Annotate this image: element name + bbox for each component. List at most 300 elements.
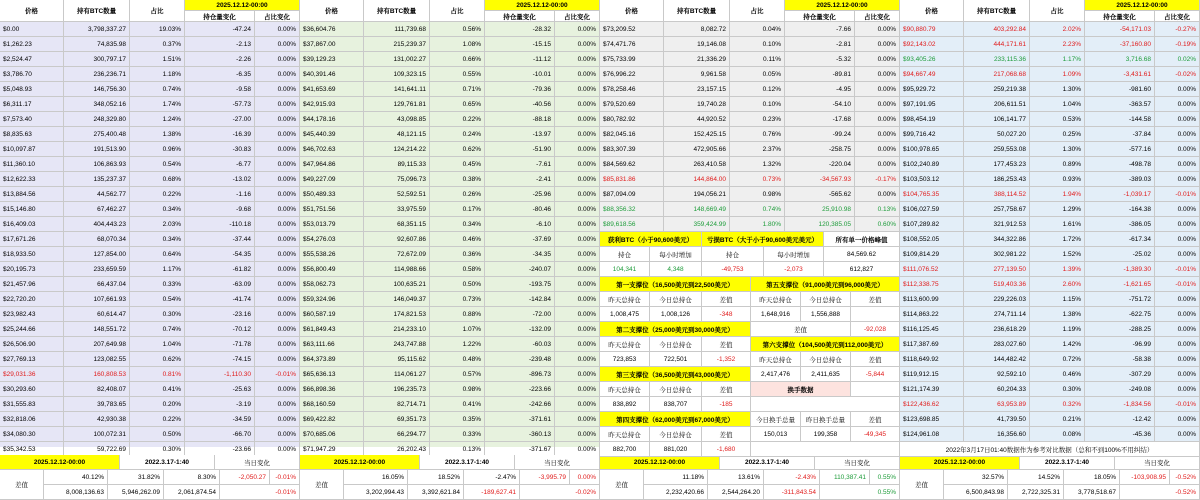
summary-s3-title[interactable]: 第三支撑位（36,500美元到43,000美元） xyxy=(600,367,751,382)
summary-today-hold[interactable]: 今日总持仓 xyxy=(650,292,702,307)
footer-pct-diff[interactable]: -2.43% xyxy=(764,470,820,485)
pct-cell[interactable]: 1.30% xyxy=(1030,142,1085,157)
pct-cell[interactable]: 0.74% xyxy=(130,82,185,97)
price-cell[interactable]: $90,880.79 xyxy=(900,22,964,37)
price-cell[interactable]: $83,307.39 xyxy=(600,142,664,157)
btc-cell[interactable]: 236,618.29 xyxy=(964,322,1030,337)
change-pct-cell[interactable]: -0.19% xyxy=(1155,37,1200,52)
btc-cell[interactable]: 92,607.86 xyxy=(364,232,430,247)
btc-cell[interactable]: 95,115.62 xyxy=(364,352,430,367)
change-pct-cell[interactable]: 0.00% xyxy=(255,412,300,427)
change-pct-cell[interactable]: 0.00% xyxy=(255,352,300,367)
pct-cell[interactable]: 1.17% xyxy=(130,262,185,277)
price-cell[interactable]: $15,146.80 xyxy=(0,202,64,217)
footer-date-reference[interactable]: 2022.3.17-1:40 xyxy=(720,455,815,470)
pct-cell[interactable]: 1.07% xyxy=(430,322,485,337)
change-qty-cell[interactable]: -577.16 xyxy=(1085,142,1155,157)
footer-daily-change[interactable]: -3,995.79 xyxy=(520,470,570,485)
btc-cell[interactable]: 196,235.73 xyxy=(364,382,430,397)
summary-prev-hold[interactable]: 昨天总持仓 xyxy=(600,382,650,397)
change-qty-cell[interactable]: -13.02 xyxy=(185,172,255,187)
price-cell[interactable]: $58,062.73 xyxy=(300,277,364,292)
change-pct-cell[interactable]: 0.00% xyxy=(255,322,300,337)
btc-cell[interactable]: 16,356.60 xyxy=(964,427,1030,442)
price-cell[interactable]: $1,262.23 xyxy=(0,37,64,52)
btc-cell[interactable]: 283,027.60 xyxy=(964,337,1030,352)
btc-cell[interactable]: 144,482.42 xyxy=(964,352,1030,367)
change-qty-cell[interactable]: -307.29 xyxy=(1085,367,1155,382)
footer-daily-change-title[interactable]: 当日变化 xyxy=(215,455,300,470)
btc-cell[interactable]: 106,863.93 xyxy=(64,157,130,172)
change-qty-cell[interactable]: -37.44 xyxy=(185,232,255,247)
pct-cell[interactable]: 1.94% xyxy=(1030,187,1085,202)
change-qty-cell[interactable]: -34.59 xyxy=(185,412,255,427)
price-cell[interactable]: $116,125.45 xyxy=(900,322,964,337)
change-pct-cell[interactable]: 0.00% xyxy=(855,52,900,67)
btc-cell[interactable]: 50,027.20 xyxy=(964,127,1030,142)
price-cell[interactable]: $46,702.63 xyxy=(300,142,364,157)
pct-cell[interactable]: 0.81% xyxy=(130,367,185,382)
summary-swap-v1[interactable]: 150,013 xyxy=(751,427,801,442)
btc-cell[interactable]: 148,669.49 xyxy=(664,202,730,217)
btc-cell[interactable]: 160,808.53 xyxy=(64,367,130,382)
btc-cell[interactable]: 300,797.17 xyxy=(64,52,130,67)
btc-cell[interactable]: 243,747.88 xyxy=(364,337,430,352)
change-pct-cell[interactable]: 0.00% xyxy=(855,112,900,127)
footer-btc-reference[interactable]: 2,544,264.20 xyxy=(708,485,764,500)
pct-cell[interactable]: 0.17% xyxy=(430,202,485,217)
col-btc-header[interactable]: 持有BTC数量 xyxy=(64,0,130,22)
price-cell[interactable]: $71,947.29 xyxy=(300,442,364,457)
summary-swap-v2[interactable]: 199,358 xyxy=(801,427,851,442)
col-change-qty-header[interactable]: 持仓量变化 xyxy=(1085,11,1155,22)
btc-cell[interactable]: 519,403.36 xyxy=(964,277,1030,292)
summary-today-hold[interactable]: 今日总持仓 xyxy=(650,337,702,352)
price-cell[interactable]: $27,769.13 xyxy=(0,352,64,367)
change-pct-cell[interactable]: 0.00% xyxy=(1155,82,1200,97)
change-pct-cell[interactable]: -0.01% xyxy=(1155,277,1200,292)
pct-cell[interactable]: 1.04% xyxy=(1030,97,1085,112)
pct-cell[interactable]: 0.98% xyxy=(430,382,485,397)
summary-swap-prev[interactable]: 昨日换手总量 xyxy=(801,412,851,427)
change-qty-cell[interactable]: -34,567.93 xyxy=(785,172,855,187)
change-qty-cell[interactable]: -142.84 xyxy=(485,292,555,307)
btc-cell[interactable]: 82,714.71 xyxy=(364,397,430,412)
pct-cell[interactable]: 0.10% xyxy=(730,97,785,112)
summary-diff[interactable]: 差值 xyxy=(702,292,751,307)
change-qty-cell[interactable]: -70.12 xyxy=(185,322,255,337)
change-pct-cell[interactable]: 0.00% xyxy=(555,367,600,382)
price-cell[interactable]: $26,506.90 xyxy=(0,337,64,352)
pct-cell[interactable]: 0.55% xyxy=(430,67,485,82)
summary-s2-diff[interactable]: -92,028 xyxy=(851,322,900,337)
price-cell[interactable]: $56,800.49 xyxy=(300,262,364,277)
col-change-pct-header[interactable]: 占比变化 xyxy=(1155,11,1200,22)
change-pct-cell[interactable]: 0.00% xyxy=(255,397,300,412)
change-qty-cell[interactable]: -72.00 xyxy=(485,307,555,322)
summary-s3-prev[interactable]: 838,892 xyxy=(600,397,650,412)
change-qty-cell[interactable]: -37.69 xyxy=(485,232,555,247)
btc-cell[interactable]: 109,323.15 xyxy=(364,67,430,82)
pct-cell[interactable]: 1.42% xyxy=(1030,337,1085,352)
footer-daily-btc-change-pct[interactable]: 0.55% xyxy=(820,485,900,500)
btc-cell[interactable]: 26,202.43 xyxy=(364,442,430,457)
pct-cell[interactable]: 0.22% xyxy=(130,187,185,202)
btc-cell[interactable]: 229,226.03 xyxy=(964,292,1030,307)
change-qty-cell[interactable]: -34.35 xyxy=(485,247,555,262)
change-pct-cell[interactable]: 0.00% xyxy=(255,442,300,457)
change-pct-cell[interactable]: 0.00% xyxy=(1155,97,1200,112)
price-cell[interactable]: $42,915.93 xyxy=(300,97,364,112)
change-qty-cell[interactable]: -25.02 xyxy=(1085,247,1155,262)
change-qty-cell[interactable]: -1.16 xyxy=(185,187,255,202)
btc-cell[interactable]: 321,912.53 xyxy=(964,217,1030,232)
summary-swap-today[interactable]: 今日换手总量 xyxy=(751,412,801,427)
btc-cell[interactable]: 131,002.27 xyxy=(364,52,430,67)
change-pct-cell[interactable]: 0.00% xyxy=(1155,337,1200,352)
change-pct-cell[interactable]: 0.00% xyxy=(855,127,900,142)
change-pct-cell[interactable]: 0.00% xyxy=(1155,292,1200,307)
change-qty-cell[interactable]: -40.56 xyxy=(485,97,555,112)
change-pct-cell[interactable]: 0.00% xyxy=(255,67,300,82)
price-cell[interactable]: $37,867.00 xyxy=(300,37,364,52)
footer-pct-diff[interactable]: 18.05% xyxy=(1064,470,1120,485)
summary-diff[interactable]: 差值 xyxy=(702,337,751,352)
change-qty-cell[interactable]: -79.36 xyxy=(485,82,555,97)
price-cell[interactable]: $51,751.56 xyxy=(300,202,364,217)
change-qty-cell[interactable]: -371.61 xyxy=(485,412,555,427)
summary-s4-prev[interactable]: 882,700 xyxy=(600,442,650,457)
price-cell[interactable]: $69,422.82 xyxy=(300,412,364,427)
btc-cell[interactable]: 152,425.15 xyxy=(664,127,730,142)
summary-prev-hold[interactable]: 昨天总持仓 xyxy=(600,292,650,307)
change-pct-cell[interactable]: 0.00% xyxy=(555,127,600,142)
btc-cell[interactable]: 19,740.28 xyxy=(664,97,730,112)
header-date[interactable]: 2025.12.12-00:00 xyxy=(785,0,900,11)
summary-empty[interactable] xyxy=(751,442,900,457)
change-pct-cell[interactable]: 0.00% xyxy=(1155,322,1200,337)
pct-cell[interactable]: 1.29% xyxy=(1030,202,1085,217)
btc-cell[interactable]: 60,204.33 xyxy=(964,382,1030,397)
change-pct-cell[interactable]: 0.00% xyxy=(555,412,600,427)
change-qty-cell[interactable]: -622.75 xyxy=(1085,307,1155,322)
change-qty-cell[interactable]: -617.34 xyxy=(1085,232,1155,247)
change-pct-cell[interactable]: 0.00% xyxy=(1155,172,1200,187)
change-pct-cell[interactable]: -0.02% xyxy=(1155,67,1200,82)
footer-daily-change-title[interactable]: 当日变化 xyxy=(1115,455,1200,470)
btc-cell[interactable]: 177,453.23 xyxy=(964,157,1030,172)
change-qty-cell[interactable]: 3,716.68 xyxy=(1085,52,1155,67)
pct-cell[interactable]: 2.23% xyxy=(1030,37,1085,52)
price-cell[interactable]: $41,653.69 xyxy=(300,82,364,97)
btc-cell[interactable]: 129,761.81 xyxy=(364,97,430,112)
price-cell[interactable]: $75,733.99 xyxy=(600,52,664,67)
change-qty-cell[interactable]: -23.16 xyxy=(185,307,255,322)
change-pct-cell[interactable]: 0.00% xyxy=(255,112,300,127)
col-change-pct-header[interactable]: 占比变化 xyxy=(855,11,900,22)
price-cell[interactable]: $23,982.43 xyxy=(0,307,64,322)
price-cell[interactable]: $18,933.50 xyxy=(0,247,64,262)
pct-cell[interactable]: 1.61% xyxy=(1030,217,1085,232)
change-qty-cell[interactable]: -9.68 xyxy=(185,202,255,217)
price-cell[interactable]: $113,600.99 xyxy=(900,292,964,307)
pct-cell[interactable]: 0.56% xyxy=(430,22,485,37)
footer-diff-label[interactable]: 差值 xyxy=(300,470,344,500)
pct-cell[interactable]: 1.15% xyxy=(1030,292,1085,307)
summary-r6-title[interactable]: 第六支撑位（104,500美元到112,000美元） xyxy=(751,337,900,352)
pct-cell[interactable]: 0.45% xyxy=(430,157,485,172)
change-pct-cell[interactable]: 0.00% xyxy=(555,172,600,187)
price-cell[interactable]: $36,604.76 xyxy=(300,22,364,37)
change-qty-cell[interactable]: -896.73 xyxy=(485,367,555,382)
summary-s4-title[interactable]: 第四支撑位（62,000美元到67,000美元） xyxy=(600,412,751,427)
price-cell[interactable]: $22,720.20 xyxy=(0,292,64,307)
reference-note[interactable]: 2022年3月17日01:40数据作为参考对比数据（总和不到100%不用纠结） xyxy=(900,442,1200,457)
pct-cell[interactable]: 1.08% xyxy=(430,37,485,52)
change-qty-cell[interactable]: -61.82 xyxy=(185,262,255,277)
change-pct-cell[interactable]: 0.00% xyxy=(555,352,600,367)
footer-pct-current[interactable]: 32.57% xyxy=(944,470,1008,485)
pct-cell[interactable]: 1.38% xyxy=(1030,307,1085,322)
summary-empty[interactable] xyxy=(751,397,900,412)
change-pct-cell[interactable]: 0.00% xyxy=(855,187,900,202)
change-qty-cell[interactable]: -47.24 xyxy=(185,22,255,37)
footer-btc-reference[interactable]: 2,722,325.31 xyxy=(1008,485,1064,500)
pct-cell[interactable]: 0.46% xyxy=(430,232,485,247)
pct-cell[interactable]: 1.19% xyxy=(1030,322,1085,337)
price-cell[interactable]: $111,076.52 xyxy=(900,262,964,277)
change-pct-cell[interactable]: 0.00% xyxy=(555,397,600,412)
pct-cell[interactable]: 0.32% xyxy=(1030,397,1085,412)
pct-cell[interactable]: 0.72% xyxy=(1030,352,1085,367)
btc-cell[interactable]: 403,292.84 xyxy=(964,22,1030,37)
change-pct-cell[interactable]: 0.00% xyxy=(255,82,300,97)
footer-daily-btc-change-pct[interactable]: -0.52% xyxy=(1120,485,1200,500)
summary-s2-diffv[interactable]: -1,352 xyxy=(702,352,751,367)
change-qty-cell[interactable]: -240.07 xyxy=(485,262,555,277)
change-qty-cell[interactable]: -96.99 xyxy=(1085,337,1155,352)
price-cell[interactable]: $107,289.82 xyxy=(900,217,964,232)
change-qty-cell[interactable]: -45.36 xyxy=(1085,427,1155,442)
btc-cell[interactable]: 236,236.71 xyxy=(64,67,130,82)
price-cell[interactable]: $123,698.85 xyxy=(900,412,964,427)
header-date[interactable]: 2025.12.12-00:00 xyxy=(485,0,600,11)
btc-cell[interactable]: 44,920.52 xyxy=(664,112,730,127)
change-qty-cell[interactable]: -7.61 xyxy=(485,157,555,172)
btc-cell[interactable]: 67,462.27 xyxy=(64,202,130,217)
price-cell[interactable]: $60,587.19 xyxy=(300,307,364,322)
price-cell[interactable]: $78,258.46 xyxy=(600,82,664,97)
price-cell[interactable]: $122,436.62 xyxy=(900,397,964,412)
pct-cell[interactable]: 0.98% xyxy=(730,187,785,202)
pct-cell[interactable]: 2.03% xyxy=(130,217,185,232)
change-pct-cell[interactable]: 0.00% xyxy=(1155,232,1200,247)
btc-cell[interactable]: 42,930.38 xyxy=(64,412,130,427)
change-pct-cell[interactable]: 0.00% xyxy=(255,307,300,322)
pct-cell[interactable]: 0.33% xyxy=(130,277,185,292)
footer-btc-diff[interactable]: 2,061,874.54 xyxy=(164,485,220,500)
change-qty-cell[interactable]: -132.09 xyxy=(485,322,555,337)
header-date[interactable]: 2025.12.12-00:00 xyxy=(1085,0,1200,11)
summary-diff[interactable]: 差值 xyxy=(751,322,851,337)
change-pct-cell[interactable]: 0.00% xyxy=(555,427,600,442)
change-qty-cell[interactable]: -74.15 xyxy=(185,352,255,367)
change-qty-cell[interactable]: -17.68 xyxy=(785,112,855,127)
change-pct-cell[interactable]: 0.00% xyxy=(1155,202,1200,217)
btc-cell[interactable]: 44,562.77 xyxy=(64,187,130,202)
summary-v1[interactable]: 104,341 xyxy=(600,262,650,277)
change-qty-cell[interactable]: -751.72 xyxy=(1085,292,1155,307)
change-qty-cell[interactable]: -25.63 xyxy=(185,382,255,397)
change-qty-cell[interactable]: -371.67 xyxy=(485,442,555,457)
change-qty-cell[interactable]: -1,389.30 xyxy=(1085,262,1155,277)
btc-cell[interactable]: 52,592.51 xyxy=(364,187,430,202)
change-pct-cell[interactable]: 0.00% xyxy=(1155,412,1200,427)
price-cell[interactable]: $70,685.06 xyxy=(300,427,364,442)
footer-pct-current[interactable]: 11.18% xyxy=(644,470,708,485)
change-pct-cell[interactable]: 0.00% xyxy=(855,97,900,112)
footer-daily-change[interactable]: 110,387.41 xyxy=(820,470,870,485)
price-cell[interactable]: $80,782.92 xyxy=(600,112,664,127)
summary-r6-today[interactable]: 2,411,635 xyxy=(801,367,851,382)
pct-cell[interactable]: 1.09% xyxy=(1030,67,1085,82)
price-cell[interactable]: $31,555.83 xyxy=(0,397,64,412)
pct-cell[interactable]: 0.50% xyxy=(430,277,485,292)
col-btc-header[interactable]: 持有BTC数量 xyxy=(964,0,1030,22)
change-pct-cell[interactable]: 0.00% xyxy=(255,262,300,277)
summary-s3-diff[interactable]: -185 xyxy=(702,397,751,412)
change-qty-cell[interactable]: -30.83 xyxy=(185,142,255,157)
change-qty-cell[interactable]: -223.66 xyxy=(485,382,555,397)
summary-today-hold[interactable]: 今日总持仓 xyxy=(650,427,702,442)
price-cell[interactable]: $124,961.08 xyxy=(900,427,964,442)
footer-btc-diff[interactable]: -189,627.41 xyxy=(464,485,520,500)
change-pct-cell[interactable]: 0.00% xyxy=(255,247,300,262)
change-pct-cell[interactable]: 0.00% xyxy=(1155,367,1200,382)
change-pct-cell[interactable]: 0.00% xyxy=(555,52,600,67)
change-qty-cell[interactable]: -54,171.03 xyxy=(1085,22,1155,37)
price-cell[interactable]: $99,716.42 xyxy=(900,127,964,142)
pct-cell[interactable]: 1.22% xyxy=(430,337,485,352)
col-change-qty-header[interactable]: 持仓量变化 xyxy=(485,11,555,22)
btc-cell[interactable]: 344,322.86 xyxy=(964,232,1030,247)
pct-cell[interactable]: 1.72% xyxy=(1030,232,1085,247)
summary-hourly[interactable]: 每小时增加 xyxy=(764,247,824,262)
btc-cell[interactable]: 63,953.89 xyxy=(964,397,1030,412)
pct-cell[interactable]: 1.52% xyxy=(1030,247,1085,262)
change-pct-cell[interactable]: 0.00% xyxy=(255,127,300,142)
price-cell[interactable]: $98,454.19 xyxy=(900,112,964,127)
change-pct-cell[interactable]: 0.00% xyxy=(855,22,900,37)
btc-cell[interactable]: 41,739.50 xyxy=(964,412,1030,427)
change-pct-cell[interactable]: 0.00% xyxy=(555,337,600,352)
change-pct-cell[interactable]: 0.00% xyxy=(555,142,600,157)
pct-cell[interactable]: 0.30% xyxy=(1030,382,1085,397)
change-pct-cell[interactable]: 0.00% xyxy=(1155,307,1200,322)
summary-r5-prev[interactable]: 1,648,916 xyxy=(751,307,801,322)
pct-cell[interactable]: 2.60% xyxy=(1030,277,1085,292)
col-pct-header[interactable]: 占比 xyxy=(730,0,785,22)
summary-diff[interactable]: 差值 xyxy=(851,292,900,307)
summary-hold[interactable]: 持仓 xyxy=(702,247,764,262)
footer-pct-reference[interactable]: 18.52% xyxy=(408,470,464,485)
col-pct-header[interactable]: 占比 xyxy=(130,0,185,22)
price-cell[interactable]: $47,964.86 xyxy=(300,157,364,172)
pct-cell[interactable]: 0.74% xyxy=(730,202,785,217)
summary-diff[interactable]: 差值 xyxy=(702,382,751,397)
change-qty-cell[interactable]: -37.84 xyxy=(1085,127,1155,142)
btc-cell[interactable]: 359,424.99 xyxy=(664,217,730,232)
price-cell[interactable]: $39,129.23 xyxy=(300,52,364,67)
pct-cell[interactable]: 0.93% xyxy=(1030,172,1085,187)
btc-cell[interactable]: 233,115.36 xyxy=(964,52,1030,67)
pct-cell[interactable]: 19.03% xyxy=(130,22,185,37)
summary-r6-prev[interactable]: 2,417,476 xyxy=(751,367,801,382)
change-pct-cell[interactable]: 0.00% xyxy=(855,37,900,52)
change-qty-cell[interactable]: -110.18 xyxy=(185,217,255,232)
footer-btc-diff[interactable]: -311,843.54 xyxy=(764,485,820,500)
change-qty-cell[interactable]: -288.25 xyxy=(1085,322,1155,337)
change-pct-cell[interactable]: 0.00% xyxy=(1155,112,1200,127)
price-cell[interactable]: $114,863.22 xyxy=(900,307,964,322)
change-qty-cell[interactable]: -25.96 xyxy=(485,187,555,202)
btc-cell[interactable]: 404,443.23 xyxy=(64,217,130,232)
pct-cell[interactable]: 0.34% xyxy=(430,217,485,232)
summary-prev-hold[interactable]: 昨天总持仓 xyxy=(751,292,801,307)
btc-cell[interactable]: 302,981.22 xyxy=(964,247,1030,262)
col-price-header[interactable]: 价格 xyxy=(900,0,964,22)
btc-cell[interactable]: 100,072.31 xyxy=(64,427,130,442)
change-qty-cell[interactable]: -565.62 xyxy=(785,187,855,202)
footer-btc-current[interactable]: 6,500,843.98 xyxy=(944,485,1008,500)
change-qty-cell[interactable]: -12.42 xyxy=(1085,412,1155,427)
footer-btc-current[interactable]: 3,202,994.43 xyxy=(344,485,408,500)
pct-cell[interactable]: 0.05% xyxy=(730,67,785,82)
footer-date-current[interactable]: 2025.12.12-00:00 xyxy=(0,455,120,470)
price-cell[interactable]: $30,293.60 xyxy=(0,382,64,397)
change-qty-cell[interactable]: -54.35 xyxy=(185,247,255,262)
pct-cell[interactable]: 0.04% xyxy=(730,22,785,37)
change-qty-cell[interactable]: -1,834.56 xyxy=(1085,397,1155,412)
change-pct-cell[interactable]: 0.00% xyxy=(555,322,600,337)
summary-today-hold[interactable]: 今日总持仓 xyxy=(801,292,851,307)
summary-prev-hold[interactable]: 昨天总持仓 xyxy=(600,337,650,352)
change-pct-cell[interactable]: 0.00% xyxy=(855,157,900,172)
btc-cell[interactable]: 146,756.30 xyxy=(64,82,130,97)
footer-daily-change-pct[interactable]: 0.55% xyxy=(870,470,900,485)
pct-cell[interactable]: 0.33% xyxy=(430,427,485,442)
change-qty-cell[interactable]: -2.13 xyxy=(185,37,255,52)
change-qty-cell[interactable]: -27.00 xyxy=(185,112,255,127)
summary-s2-today[interactable]: 722,501 xyxy=(650,352,702,367)
pct-cell[interactable]: 0.66% xyxy=(430,52,485,67)
btc-cell[interactable]: 194,056.21 xyxy=(664,187,730,202)
change-qty-cell[interactable]: -3.19 xyxy=(185,397,255,412)
price-cell[interactable]: $94,667.49 xyxy=(900,67,964,82)
change-qty-cell[interactable]: -71.78 xyxy=(185,337,255,352)
pct-cell[interactable]: 0.35% xyxy=(430,412,485,427)
footer-btc-current[interactable]: 2,232,420.66 xyxy=(644,485,708,500)
btc-cell[interactable]: 100,635.21 xyxy=(364,277,430,292)
price-cell[interactable]: $61,849.43 xyxy=(300,322,364,337)
price-cell[interactable]: $76,996.22 xyxy=(600,67,664,82)
btc-cell[interactable]: 59,722.69 xyxy=(64,442,130,457)
footer-pct-diff[interactable]: -2.47% xyxy=(464,470,520,485)
pct-cell[interactable]: 1.74% xyxy=(130,97,185,112)
btc-cell[interactable]: 207,649.98 xyxy=(64,337,130,352)
summary-prev-hold[interactable]: 昨天总持仓 xyxy=(751,352,801,367)
btc-cell[interactable]: 106,141.77 xyxy=(964,112,1030,127)
